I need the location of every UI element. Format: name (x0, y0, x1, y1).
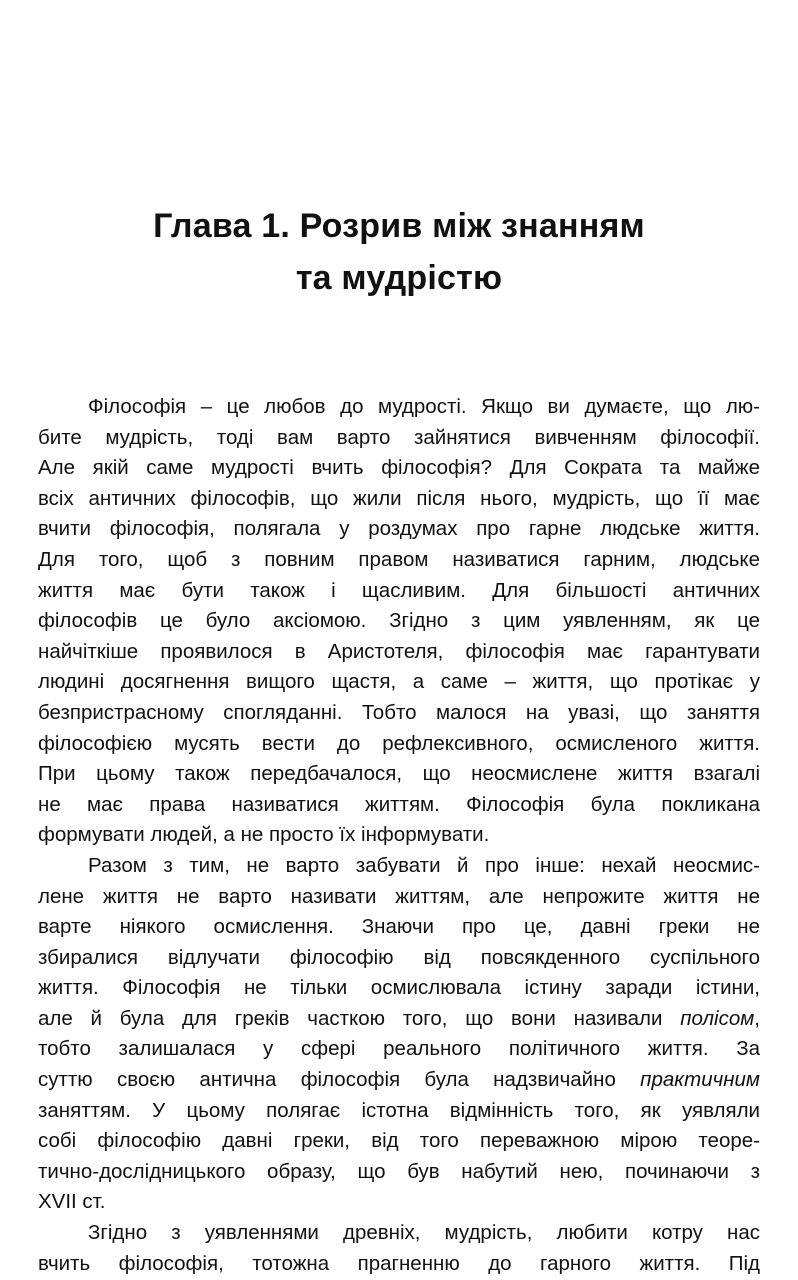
text-line: При цьому також передбачалося, що неосмислене життя взагалі (38, 762, 760, 786)
text-line: собі філософію давні греки, від того переважною мірою теоре- (38, 1129, 760, 1153)
paragraph-1 (38, 392, 760, 851)
text-line: суттю своєю антична філософія була надзвичайно практичним (38, 1068, 760, 1092)
text-line: Згідно з уявленнями древніх, мудрість, любити котру нас (88, 1221, 760, 1245)
text-line: не має права називатися життям. Філософія була покликана (38, 792, 760, 816)
text-line: лене життя не варто називати життям, але непрожите життя не (38, 884, 760, 908)
text-line: вчить філософія, тотожна прагненню до гарного життя. Під (38, 1251, 760, 1275)
text-line: людині досягнення вищого щастя, а саме – життя, що протікає у (38, 670, 760, 694)
text-line: бите мудрість, тоді вам варто зайнятися вивченням філософії. (38, 425, 760, 449)
text-line: XVII ст. (38, 1190, 106, 1214)
paragraph-3 (38, 1218, 760, 1279)
text-line: життя має бути також і щасливим. Для більшості античних (38, 578, 760, 602)
text-line: збиралися відлучати філософію від повсякденного суспільного (38, 945, 760, 969)
text-line: Разом з тим, не варто забувати й про інше: нехай неосмис- (88, 853, 760, 877)
text-line: Філософія – це любов до мудрості. Якщо ви думаєте, що лю- (88, 395, 760, 418)
text-line: вчити філософія, полягала у роздумах про гарне людське життя. (38, 517, 760, 541)
text-line: філософів це було аксіомою. Згідно з цим уявленням, як це (38, 609, 760, 633)
paragraph-2 (38, 851, 760, 1218)
body-text (38, 392, 760, 1279)
text-line: але й була для греків часткою того, що вони називали полісом, (38, 1006, 760, 1030)
text-line: тобто залишалася у сфері реального політичного життя. За (38, 1037, 760, 1061)
text-line: заняттям. У цьому полягає істотна відмінність того, як уявляли (38, 1098, 760, 1122)
text-line: життя. Філософія не тільки осмислювала істину заради істини, (38, 976, 760, 1000)
text-line: всіх античних філософів, що жили після нього, мудрість, що її має (38, 486, 760, 510)
text-line: варте ніякого осмислення. Знаючи про це, давні греки не (38, 915, 760, 939)
text-line: філософією мусять вести до рефлексивного, осмисленого життя. (38, 731, 760, 755)
chapter-title-line-1: Глава 1. Розрив між знанням (153, 207, 645, 245)
text-line: тично-дослідницького образу, що був набутий нею, починаючи з (38, 1159, 760, 1183)
chapter-title-line-2: та мудрістю (295, 259, 503, 297)
text-line: Але якій саме мудрості вчить філософія? Для Сократа та майже (38, 456, 760, 480)
emphasis-text: полісом (680, 1006, 755, 1030)
text-line: найчіткіше проявилося в Аристотеля, філософія має гарантувати (38, 639, 760, 663)
chapter-title (0, 200, 798, 304)
text-line: безпристрасному спогляданні. Тобто малося на увазі, що заняття (38, 700, 760, 724)
text-line: формувати людей, а не просто їх інформувати. (38, 823, 490, 847)
text-line: Для того, щоб з повним правом називатися гарним, людське (38, 547, 760, 571)
emphasis-text: практичним (640, 1068, 760, 1092)
